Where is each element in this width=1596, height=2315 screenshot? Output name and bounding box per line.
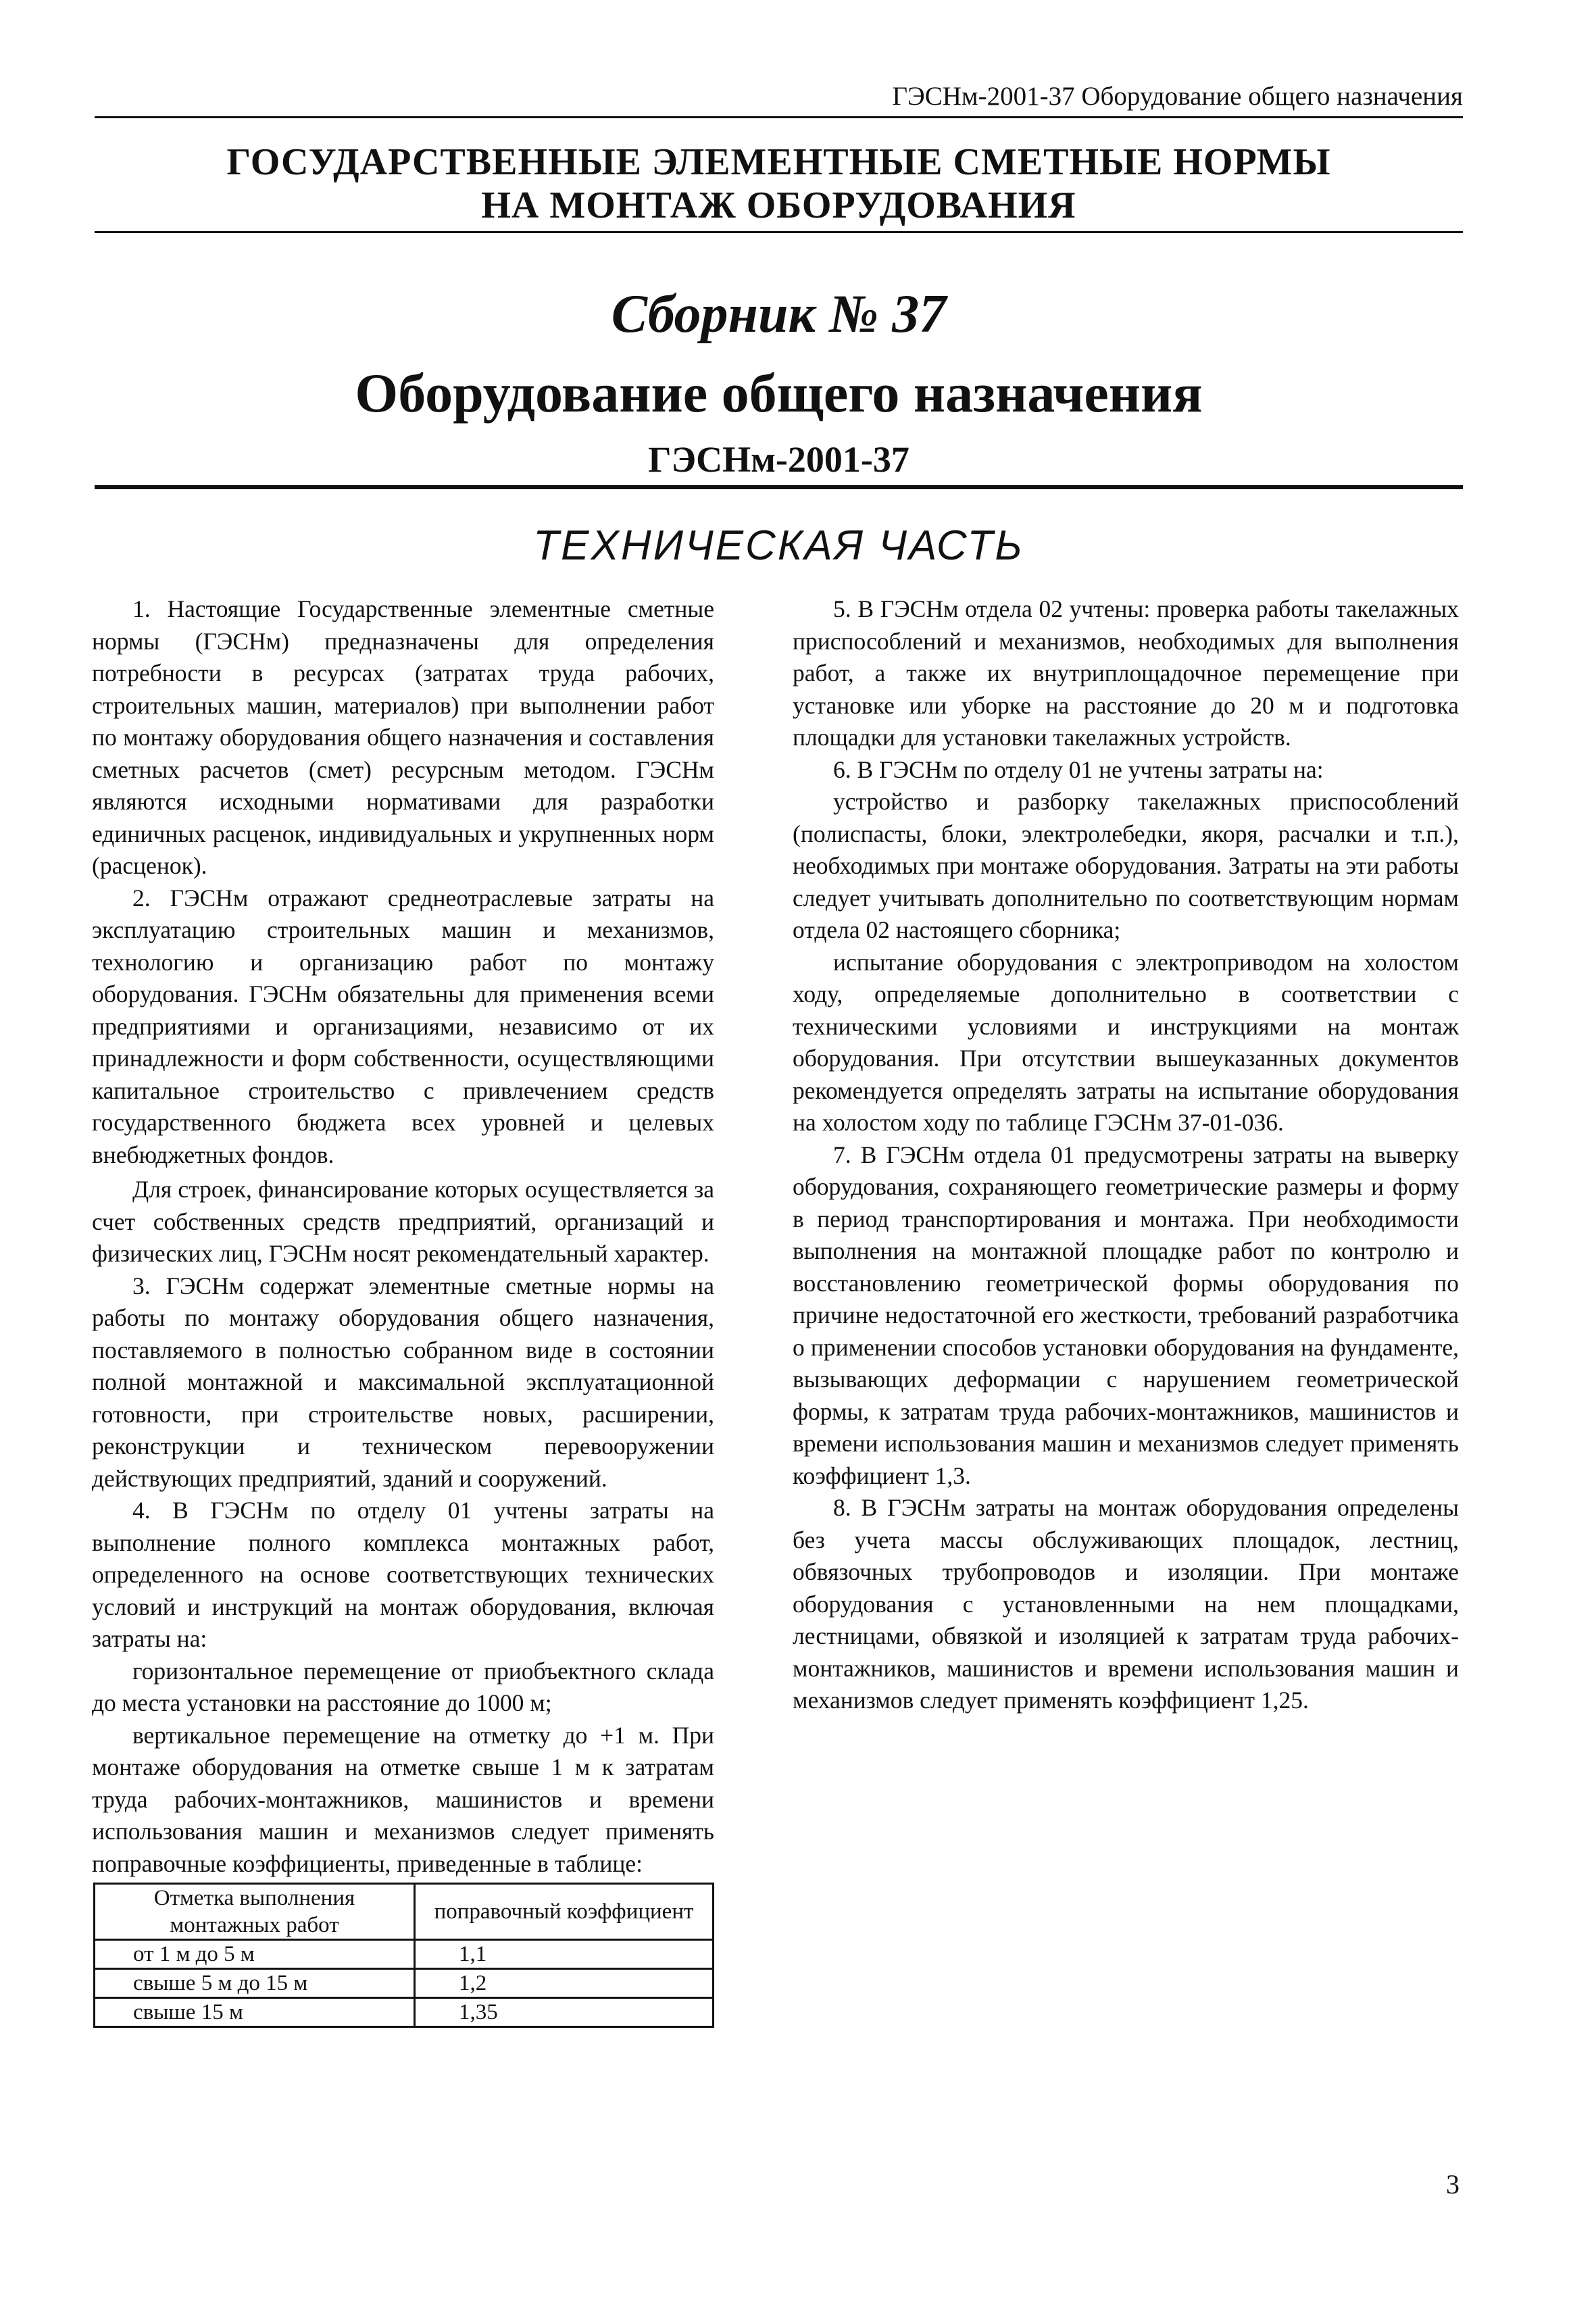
correction-coefficient-table [93,1883,714,2028]
main-heading [95,141,1463,227]
paragraph-6-testing: испытание оборудования с электроприводом на холостом ходу, определяемые дополнительно в соответствии с техническими условиями и инструкциями на монтаж оборудования. При отсутствии вышеуказанных документов рекомендуется определять затраты на испытание оборудования на холостом ходу по таблице ГЭСНм 37-01-036. [793,948,1459,1136]
paragraph-5: 5. В ГЭСНм отдела 02 учтены: проверка работы такелажных приспособлений и механизмов, необходимых для выполнения работ, а также их внутриплощадочное перемещение при установке или уборке на расстояние до 20 м и подготовка площадки для установки такелажных устройств. [793,595,1459,751]
table-row [95,1998,714,2027]
paragraph-2-note: Для строек, финансирование которых осуществляется за счет собственных средств предприятий, организаций и физических лиц, ГЭСНм носят рекомендательный характер. [92,1176,714,1267]
main-heading-line-2: НА МОНТАЖ ОБОРУДОВАНИЯ [481,184,1076,226]
title-rule [95,485,1463,489]
right-column [793,593,1459,1717]
table-header-elevation: Отметка выполнения монтажных работ [95,1884,415,1940]
paragraph-6-rigging: устройство и разборку такелажных приспособлений (полиспасты, блоки, электролебедки, якоря, расчалки и т.п.), необходимых при монтаже оборудования. Затраты на эти работы следует учитывать дополнительно по соответствующим нормам отдела 02 настоящего сборника; [793,788,1459,943]
section-title: ТЕХНИЧЕСКАЯ ЧАСТЬ [533,522,1024,569]
table-cell-coefficient: 1,1 [415,1940,714,1969]
table-cell-coefficient: 1,35 [415,1998,714,2027]
paragraph-2: 2. ГЭСНм отражают среднеотраслевые затраты на эксплуатацию строительных машин и механизмов, технологию и организацию работ по монтажу оборудования. ГЭСНм обязательны для применения всеми предприятиями и организациями, независимо от их принадлежности и форм собственности, осуществляющими капитальное строительство с привлечением средств государственного бюджета всех уровней и целевых внебюджетных фондов. [92,884,714,1168]
paragraph-8: 8. В ГЭСНм затраты на монтаж оборудования определены без учета массы обслуживающих площадок, лестниц, обвязочных трубопроводов и изоляции. При монтаже оборудования с установленными на нем площадками, лестницами, обвязкой и изоляцией к затратам труда рабочих-монтажников, машинистов и времени использования машин и механизмов следует применять коэффициент 1,25. [793,1494,1459,1714]
table-row [95,1940,714,1969]
main-heading-line-1: ГОСУДАРСТВЕННЫЕ ЭЛЕМЕНТНЫЕ СМЕТНЫЕ НОРМЫ [226,141,1331,183]
paragraph-6: 6. В ГЭСНм по отделу 01 не учтены затраты на: [833,755,1324,783]
paragraph-4-vertical: вертикальное перемещение на отметку до +1 м. При монтаже оборудования на отметке свыше 1 м к затратам труда рабочих-монтажников, машинистов и времени использования машин и механизмов следует применять поправочные коэффициенты, приведенные в таблице: [92,1721,714,1877]
collection-title: Сборник № 37 [611,284,947,344]
collection-code: ГЭСНм-2001-37 [648,439,909,480]
page-number: 3 [1446,2169,1460,2199]
paragraph-3: 3. ГЭСНм содержат элементные сметные нормы на работы по монтажу оборудования общего назначения, поставляемого в полностью собранном виде в состоянии полной монтажной и максимальной эксплуатационной готовности, при строительстве новых, расширении, реконструкции и техническом перевооружении действующих предприятий, зданий и сооружений. [92,1272,714,1492]
paragraph-7: 7. В ГЭСНм отдела 01 предусмотрены затраты на выверку оборудования, сохраняющего геометрические размеры и форму в период транспортирования и монтажа. При необходимости выполнения на монтажной площадке работ по контролю и восстановлению геометрической формы оборудования по причине недостаточной его жесткости, требований разработчика о применении способов установки оборудования на фундаменте, вызывающих деформации с нарушением геометрической формы, к затратам труда рабочих-монтажников, машинистов и времени использования машин и механизмов следует применять коэффициент 1,3. [793,1141,1459,1489]
header-rule [95,116,1463,118]
table-cell-elevation: свыше 5 м до 15 м [95,1969,415,1998]
table-cell-elevation: от 1 м до 5 м [95,1940,415,1969]
table-header-row [95,1884,714,1940]
left-column [92,593,714,2028]
collection-subtitle: Оборудование общего назначения [355,362,1203,424]
paragraph-4-horizontal: горизонтальное перемещение от приобъектного склада до места установки на расстояние до 1000 м; [92,1657,714,1716]
paragraph-4: 4. В ГЭСНм по отделу 01 учтены затраты на выполнение полного комплекса монтажных работ, определенного на основе соответствующих технических условий и инструкций на монтаж оборудования, включая затраты на: [92,1497,714,1652]
table-cell-elevation: свыше 15 м [95,1998,415,2027]
table-header-coefficient: поправочный коэффициент [415,1884,714,1940]
paragraph-1: 1. Настоящие Государственные элементные сметные нормы (ГЭСНм) предназначены для определения потребности в ресурсах (затратах труда рабочих, строительных машин, материалов) при выполнении работ по монтажу оборудования общего назначения и составления сметных расчетов (смет) ресурсным методом. ГЭСНм являются исходными нормативами для разработки единичных расценок, индивидуальных и укрупненных норм (расценок). [92,595,714,879]
running-header: ГЭСНм-2001-37 Оборудование общего назначения [892,82,1463,111]
table-row [95,1969,714,1998]
heading-rule [95,231,1463,233]
table-cell-coefficient: 1,2 [415,1969,714,1998]
